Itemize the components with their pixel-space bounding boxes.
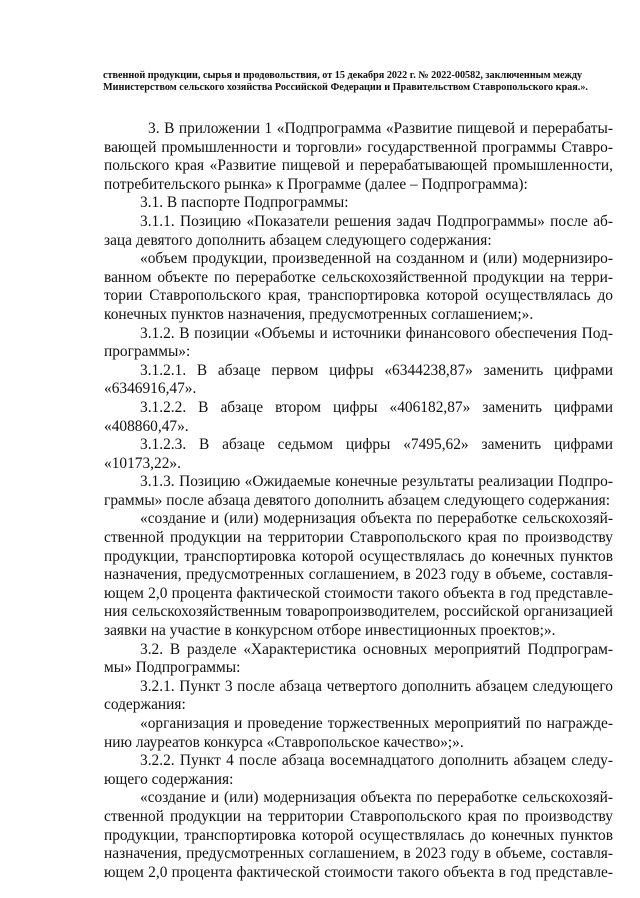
text-line: «6346916,47».	[104, 380, 197, 398]
text-line: ющем 2,0 процента фактической стоимости такого объекта в год представле-	[104, 584, 613, 602]
text-line: конечных пунктов назначения, предусмотренных соглашением;».	[104, 305, 534, 323]
text-line: 3.1.2.2. В абзаце втором цифры «406182,87» заменить цифрами	[140, 398, 613, 416]
text-line: ющем 2,0 процента фактической стоимости такого объекта в год представле-	[104, 863, 613, 881]
text-line: «10173,22».	[104, 454, 181, 472]
text-line: назначения, предусмотренных соглашением, в 2023 году в объеме, составля-	[104, 566, 613, 584]
text-line: 3.2.1. Пункт 3 после абзаца четвертого дополнить абзацем следующего	[140, 677, 613, 695]
text-line: «объем продукции, произведенной на созданном и (или) модернизиро-	[140, 250, 613, 268]
text-line: 3.1.2.1. В абзаце первом цифры «6344238,87» заменить цифрами	[140, 361, 613, 379]
body-text	[104, 120, 613, 882]
footnote-line: ственной продукции, сырья и продовольствия, от 15 декабря 2022 г. № 2022-00582, заключенным между	[103, 70, 583, 81]
text-line: «создание и (или) модернизация объекта по переработке сельскохозяй-	[140, 789, 613, 807]
text-line: назначения, предусмотренных соглашением, в 2023 году в объеме, составля-	[104, 845, 613, 863]
text-line: ющего содержания:	[104, 770, 234, 788]
text-line: «408860,47».	[104, 417, 189, 435]
text-line: продукции, транспортировка которой осуществлялась до конечных пунктов	[104, 547, 613, 565]
text-line: нию лауреатов конкурса «Ставропольское качество»;».	[104, 733, 464, 751]
footnote	[103, 70, 611, 94]
text-line: мы» Подпрограммы:	[104, 659, 241, 677]
text-line: заца девятого дополнить абзацем следующего содержания:	[104, 231, 492, 249]
text-line: тории Ставропольского края, транспортировка которой осуществлялась до	[104, 287, 613, 305]
text-line: 3.1. В паспорте Подпрограммы:	[140, 194, 349, 212]
text-line: потребительского рынка» к Программе (далее – Подпрограмма):	[104, 175, 528, 193]
text-line: 3.1.2. В позиции «Объемы и источники финансового обеспечения Под-	[140, 324, 613, 342]
text-line: «создание и (или) модернизация объекта по переработке сельскохозяй-	[140, 510, 613, 528]
text-line: 3.2. В разделе «Характеристика основных мероприятий Подпрограм-	[140, 640, 613, 658]
footnote-line: Министерством сельского хозяйства Российской Федерации и Правительством Ставропольского края.».	[103, 82, 588, 93]
text-line: продукции, транспортировка которой осуществлялась до конечных пунктов	[104, 826, 613, 844]
text-line: ванном объекте по переработке сельскохозяйственной продукции на терри-	[104, 268, 613, 286]
text-line: 3.1.2.3. В абзаце седьмом цифры «7495,62» заменить цифрами	[140, 436, 613, 454]
text-line: польского края «Развитие пищевой и перерабатывающей промышленности,	[104, 157, 613, 175]
text-line: граммы» после абзаца девятого дополнить абзацем следующего содержания:	[104, 491, 610, 509]
text-line: заявки на участие в конкурсном отборе инвестиционных проектов;».	[104, 622, 556, 640]
text-line: ственной продукции на территории Ставропольского края по производству	[104, 807, 613, 825]
text-line: 3.1.3. Позицию «Ожидаемые конечные результаты реализации Подпро-	[140, 473, 613, 491]
text-line: 3. В приложении 1 «Подпрограмма «Развитие пищевой и перерабаты-	[148, 120, 613, 137]
text-line: «организация и проведение торжественных мероприятий по награжде-	[140, 715, 613, 732]
text-line: 3.2.2. Пункт 4 после абзаца восемнадцатого дополнить абзацем следу-	[140, 752, 613, 770]
text-line: ния сельскохозяйственным товаропроизводителем, российской организацией	[104, 603, 613, 621]
text-line: вающей промышленности и торговли» государственной программы Ставро-	[104, 138, 613, 156]
text-line: 3.1.1. Позицию «Показатели решения задач Подпрограммы» после аб-	[140, 212, 613, 230]
text-line: ственной продукции на территории Ставропольского края по производству	[104, 529, 613, 547]
text-line: содержания:	[104, 696, 186, 714]
text-line: программы»:	[104, 343, 191, 361]
